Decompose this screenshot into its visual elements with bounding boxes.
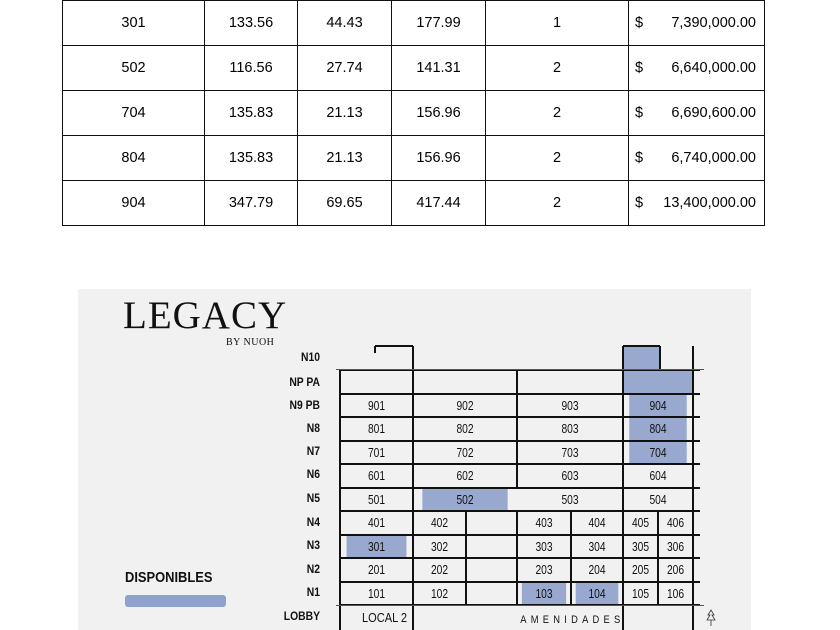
available-fill	[623, 370, 693, 394]
level-label: N4	[306, 517, 320, 529]
level-label: N7	[306, 446, 320, 458]
table-cell-price	[629, 181, 765, 226]
table-cell-b: 27.74	[298, 46, 392, 91]
unit-702: 702	[456, 445, 474, 460]
table-cell-unit: 804	[63, 136, 205, 181]
building-plan	[78, 289, 751, 630]
table-cell-b: 21.13	[298, 136, 392, 181]
floor-line	[340, 440, 700, 442]
wall-line	[412, 346, 414, 630]
amenities-label: AMENIDADES	[520, 614, 625, 626]
table-cell-unit: 301	[63, 1, 205, 46]
unit-101: 101	[367, 586, 386, 601]
wall-line	[516, 511, 518, 605]
price-value: 6,740,000.00	[671, 150, 756, 166]
table-row	[63, 181, 765, 226]
unit-401: 401	[367, 515, 386, 530]
level-label: N10	[301, 352, 320, 364]
level-label: LOBBY	[283, 611, 320, 623]
table-cell-a: 133.56	[205, 1, 298, 46]
table-cell-a: 347.79	[205, 181, 298, 226]
legend-swatch	[125, 595, 226, 607]
unit-804: 804	[629, 417, 686, 440]
table-cell-c: 156.96	[392, 91, 486, 136]
currency-symbol: $	[635, 105, 644, 121]
price-value: 13,400,000.00	[663, 195, 756, 211]
wall-line	[412, 605, 414, 630]
wall-line	[516, 370, 518, 488]
slab-line	[336, 605, 704, 606]
wall-line	[659, 346, 661, 370]
table-row	[63, 1, 765, 46]
level-label: N1	[306, 587, 320, 599]
table-row	[63, 46, 765, 91]
unit-704: 704	[629, 441, 686, 464]
table-cell-a: 135.83	[205, 136, 298, 181]
level-label: N9 PB	[289, 400, 320, 412]
unit-604: 604	[649, 468, 667, 483]
wall-line	[339, 370, 341, 630]
table-cell-b: 44.43	[298, 1, 392, 46]
level-label: N3	[306, 540, 320, 552]
level-label: NP PA	[289, 377, 320, 389]
floor-line	[340, 557, 700, 559]
unit-603: 603	[561, 468, 579, 483]
unit-202: 202	[430, 562, 449, 577]
unit-503: 503	[561, 492, 579, 507]
table-cell-unit: 502	[63, 46, 205, 91]
wall-line	[465, 511, 467, 605]
wall-line	[374, 346, 376, 353]
available-fill	[623, 346, 660, 370]
table-cell-d: 1	[486, 1, 629, 46]
unit-801: 801	[367, 421, 386, 436]
unit-203: 203	[535, 562, 553, 577]
unit-305: 305	[631, 539, 650, 554]
unit-103: 103	[522, 582, 566, 605]
table-row	[63, 91, 765, 136]
wall-line	[570, 511, 572, 605]
table-cell-c: 141.31	[392, 46, 486, 91]
table-cell-c: 417.44	[392, 181, 486, 226]
tree-icon	[705, 609, 717, 627]
unit-901: 901	[367, 398, 386, 413]
unit-803: 803	[561, 421, 579, 436]
currency-symbol: $	[635, 195, 644, 211]
table-cell-d: 2	[486, 181, 629, 226]
legend-label: DISPONIBLES	[125, 569, 213, 586]
unit-302: 302	[430, 539, 449, 554]
table-cell-c: 177.99	[392, 1, 486, 46]
unit-703: 703	[561, 445, 579, 460]
unit-106: 106	[666, 586, 685, 601]
floor-line	[340, 463, 700, 465]
unit-802: 802	[456, 421, 474, 436]
price-table	[62, 0, 765, 226]
floor-line	[340, 416, 700, 418]
level-label: N2	[306, 564, 320, 576]
table-cell-price	[629, 46, 765, 91]
unit-206: 206	[666, 562, 685, 577]
unit-204: 204	[588, 562, 606, 577]
unit-306: 306	[666, 539, 685, 554]
table-row	[63, 136, 765, 181]
unit-104: 104	[576, 582, 619, 605]
unit-601: 601	[367, 468, 386, 483]
legacy-logo: LEGACY	[123, 294, 288, 337]
table-cell-d: 2	[486, 91, 629, 136]
floor-line	[623, 345, 660, 347]
table-cell-unit: 904	[63, 181, 205, 226]
unit-403: 403	[535, 515, 553, 530]
table-cell-price	[629, 91, 765, 136]
unit-406: 406	[666, 515, 685, 530]
unit-902: 902	[456, 398, 474, 413]
wall-line	[692, 346, 694, 630]
unit-904: 904	[629, 394, 686, 417]
unit-301: 301	[347, 535, 407, 558]
unit-303: 303	[535, 539, 553, 554]
table-cell-unit: 704	[63, 91, 205, 136]
price-value: 6,640,000.00	[671, 60, 756, 76]
floor-line	[375, 345, 413, 347]
table-cell-b: 21.13	[298, 91, 392, 136]
floor-line	[340, 487, 700, 489]
unit-404: 404	[588, 515, 606, 530]
wall-line	[622, 346, 624, 630]
floor-line	[340, 581, 700, 583]
unit-903: 903	[561, 398, 579, 413]
slab-line	[336, 369, 704, 370]
table-cell-a: 135.83	[205, 91, 298, 136]
table-cell-b: 69.65	[298, 181, 392, 226]
unit-502: 502	[422, 488, 507, 511]
unit-205: 205	[631, 562, 650, 577]
logo-subtitle: BY NUOH	[226, 337, 275, 348]
price-value: 6,690,600.00	[671, 105, 756, 121]
unit-102: 102	[430, 586, 449, 601]
unit-402: 402	[430, 515, 449, 530]
level-label: N5	[306, 493, 320, 505]
table-cell-c: 156.96	[392, 136, 486, 181]
currency-symbol: $	[635, 150, 644, 166]
table-cell-d: 2	[486, 136, 629, 181]
floor-line	[340, 510, 700, 512]
lobby-local-label: LOCAL 2	[361, 610, 408, 625]
unit-701: 701	[367, 445, 386, 460]
unit-504: 504	[649, 492, 667, 507]
table-cell-price	[629, 136, 765, 181]
price-value: 7,390,000.00	[671, 15, 756, 31]
unit-602: 602	[456, 468, 474, 483]
unit-304: 304	[588, 539, 606, 554]
wall-line	[657, 511, 659, 605]
unit-501: 501	[367, 492, 386, 507]
level-label: N8	[306, 423, 320, 435]
currency-symbol: $	[635, 60, 644, 76]
floor-line	[340, 393, 700, 395]
unit-201: 201	[367, 562, 386, 577]
table-cell-a: 116.56	[205, 46, 298, 91]
level-label: N6	[306, 469, 320, 481]
currency-symbol: $	[635, 15, 644, 31]
floor-line	[340, 534, 700, 536]
table-cell-d: 2	[486, 46, 629, 91]
unit-405: 405	[631, 515, 650, 530]
unit-105: 105	[631, 586, 650, 601]
table-cell-price	[629, 1, 765, 46]
